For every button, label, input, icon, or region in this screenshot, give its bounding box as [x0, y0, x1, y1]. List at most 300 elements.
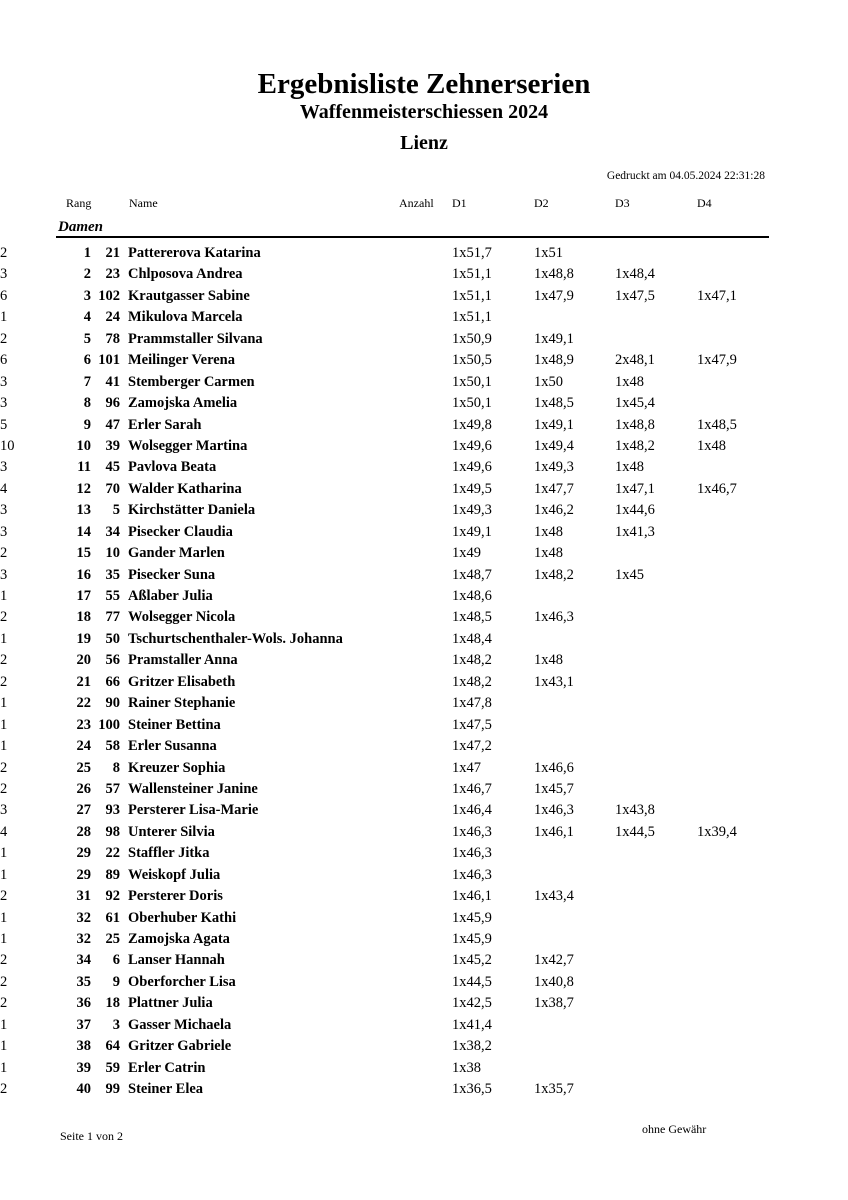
- cell-nr: 5: [112, 502, 120, 519]
- cell-d2: 1x46,6: [534, 759, 574, 776]
- cell-nr: 96: [105, 395, 120, 412]
- cell-anzahl: 3: [0, 802, 8, 819]
- cell-d3: 1x48,4: [615, 266, 655, 283]
- cell-d1: 1x49,3: [452, 502, 492, 519]
- cell-d1: 1x51,1: [452, 309, 492, 326]
- cell-anzahl: 2: [0, 673, 8, 690]
- table-row: [0, 972, 848, 993]
- cell-nr: 102: [98, 287, 120, 304]
- cell-rang: 1: [83, 245, 91, 261]
- cell-d1: 1x45,9: [452, 931, 492, 947]
- cell-nr: 50: [105, 630, 120, 647]
- cell-name: Pisecker Suna: [128, 566, 216, 583]
- cell-anzahl: 1: [0, 866, 8, 883]
- cell-d1: 1x48,2: [452, 673, 492, 690]
- cell-rang: 19: [76, 630, 91, 647]
- table-row: [0, 650, 848, 671]
- cell-name: Zamojska Amelia: [128, 395, 238, 412]
- cell-rang: 23: [76, 716, 91, 733]
- cell-rang: 6: [83, 352, 91, 369]
- cell-d1: 1x47,8: [452, 695, 492, 712]
- cell-rang: 17: [76, 588, 91, 604]
- cell-name: Zamojska Agata: [128, 931, 230, 947]
- table-row: [0, 1015, 848, 1036]
- cell-nr: 100: [98, 716, 120, 733]
- cell-d1: 1x50,5: [452, 352, 492, 369]
- table-row: [0, 693, 848, 714]
- cell-d1: 1x47,5: [452, 716, 492, 733]
- cell-rang: 9: [83, 416, 91, 433]
- cell-d2: 1x47,7: [534, 480, 574, 497]
- cell-nr: 98: [105, 823, 120, 840]
- column-header-d2: D2: [534, 196, 549, 210]
- section-divider: [56, 236, 769, 238]
- cell-rang: 28: [76, 823, 91, 840]
- cell-nr: 78: [105, 330, 120, 347]
- cell-d1: 1x48,5: [452, 609, 492, 626]
- cell-nr: 61: [105, 909, 120, 926]
- cell-name: Kirchstätter Daniela: [128, 502, 256, 519]
- cell-anzahl: 3: [0, 523, 8, 540]
- table-row: [0, 543, 848, 564]
- cell-d2: 1x50: [534, 373, 563, 390]
- cell-d2: 1x49,1: [534, 330, 574, 347]
- cell-name: Persterer Lisa-Marie: [128, 802, 259, 819]
- table-row: [0, 1036, 848, 1057]
- cell-name: Wallensteiner Janine: [128, 780, 258, 797]
- table-row: [0, 736, 848, 757]
- table-row: [0, 779, 848, 800]
- cell-name: Gasser Michaela: [128, 1016, 232, 1033]
- table-row: [0, 929, 848, 950]
- cell-name: Gritzer Elisabeth: [128, 673, 236, 690]
- cell-anzahl: 2: [0, 545, 8, 562]
- cell-d2: 1x48,8: [534, 266, 574, 283]
- cell-rang: 36: [76, 995, 91, 1012]
- cell-nr: 55: [105, 588, 120, 604]
- table-row: [0, 500, 848, 521]
- table-row: [0, 800, 848, 821]
- cell-rang: 29: [76, 845, 91, 862]
- cell-anzahl: 6: [0, 287, 8, 304]
- cell-rang: 3: [83, 287, 91, 304]
- cell-nr: 90: [105, 695, 120, 712]
- cell-rang: 35: [76, 973, 91, 990]
- cell-d1: 1x50,1: [452, 395, 492, 412]
- cell-d2: 1x49,4: [534, 437, 574, 454]
- cell-name: Staffler Jitka: [128, 845, 210, 862]
- cell-name: Gritzer Gabriele: [128, 1038, 232, 1055]
- cell-name: Steiner Elea: [128, 1081, 204, 1098]
- cell-d1: 1x44,5: [452, 973, 492, 990]
- cell-anzahl: 1: [0, 309, 8, 326]
- cell-rang: 5: [83, 330, 91, 347]
- cell-nr: 93: [105, 802, 120, 819]
- cell-d3: 1x47,1: [615, 480, 655, 497]
- cell-rang: 11: [77, 459, 91, 476]
- cell-nr: 8: [112, 759, 120, 776]
- document-title: Ergebnisliste Zehnerserien: [257, 68, 591, 100]
- cell-name: Aßlaber Julia: [128, 588, 213, 604]
- table-row: [0, 843, 848, 864]
- cell-anzahl: 1: [0, 845, 8, 862]
- cell-d1: 1x46,3: [452, 823, 492, 840]
- cell-name: Lanser Hannah: [128, 952, 225, 969]
- cell-rang: 29: [76, 866, 91, 883]
- cell-rang: 32: [76, 931, 91, 947]
- cell-anzahl: 3: [0, 373, 8, 390]
- page-number: Seite 1 von 2: [60, 1129, 123, 1143]
- cell-name: Pattererova Katarina: [128, 245, 261, 261]
- cell-d4: 1x48: [697, 437, 726, 454]
- cell-d1: 1x49: [452, 545, 481, 562]
- cell-name: Weiskopf Julia: [128, 866, 221, 883]
- cell-anzahl: 2: [0, 952, 8, 969]
- cell-d1: 1x51,7: [452, 245, 492, 261]
- cell-nr: 45: [105, 459, 120, 476]
- cell-anzahl: 3: [0, 502, 8, 519]
- cell-d3: 1x48,2: [615, 437, 655, 454]
- cell-d1: 1x46,7: [452, 780, 492, 797]
- cell-d4: 1x48,5: [697, 416, 737, 433]
- cell-name: Oberforcher Lisa: [128, 973, 236, 990]
- table-row: [0, 886, 848, 907]
- column-header-d4: D4: [697, 196, 712, 210]
- cell-anzahl: 2: [0, 780, 8, 797]
- cell-d1: 1x50,9: [452, 330, 492, 347]
- cell-anzahl: 1: [0, 909, 8, 926]
- table-row: [0, 329, 848, 350]
- cell-name: Stemberger Carmen: [128, 373, 255, 390]
- cell-anzahl: 1: [0, 716, 8, 733]
- cell-anzahl: 3: [0, 459, 8, 476]
- cell-name: Pramstaller Anna: [128, 652, 238, 669]
- cell-nr: 66: [105, 673, 120, 690]
- cell-anzahl: 1: [0, 630, 8, 647]
- cell-anzahl: 1: [0, 1016, 8, 1033]
- cell-rang: 32: [76, 909, 91, 926]
- cell-name: Wolsegger Nicola: [128, 609, 236, 626]
- cell-name: Unterer Silvia: [128, 823, 215, 840]
- cell-nr: 9: [112, 973, 120, 990]
- cell-rang: 13: [76, 502, 91, 519]
- cell-d1: 1x48,7: [452, 566, 492, 583]
- cell-name: Krautgasser Sabine: [128, 287, 250, 304]
- cell-name: Erler Catrin: [128, 1059, 206, 1076]
- cell-d1: 1x50,1: [452, 373, 492, 390]
- cell-d1: 1x36,5: [452, 1081, 492, 1098]
- cell-anzahl: 4: [0, 823, 8, 840]
- cell-rang: 22: [76, 695, 91, 712]
- cell-name: Tschurtschenthaler-Wols. Johanna: [128, 630, 343, 647]
- cell-name: Rainer Stephanie: [128, 695, 236, 712]
- cell-d2: 1x46,2: [534, 502, 574, 519]
- cell-rang: 12: [76, 480, 91, 497]
- cell-name: Chlposova Andrea: [128, 266, 243, 283]
- cell-d2: 1x43,4: [534, 888, 574, 905]
- cell-d3: 1x45,4: [615, 395, 655, 412]
- cell-d2: 1x46,1: [534, 823, 574, 840]
- cell-name: Erler Sarah: [128, 416, 202, 433]
- cell-name: Erler Susanna: [128, 738, 217, 755]
- cell-d1: 1x47,2: [452, 738, 492, 755]
- cell-d2: 1x48,2: [534, 566, 574, 583]
- cell-d1: 1x38,2: [452, 1038, 492, 1055]
- cell-rang: 14: [76, 523, 91, 540]
- cell-anzahl: 1: [0, 1059, 8, 1076]
- cell-d1: 1x49,5: [452, 480, 492, 497]
- cell-name: Persterer Doris: [128, 888, 223, 905]
- cell-rang: 38: [76, 1038, 91, 1055]
- cell-nr: 22: [105, 845, 120, 862]
- cell-anzahl: 3: [0, 566, 8, 583]
- cell-d1: 1x47: [452, 759, 481, 776]
- cell-d3: 1x44,6: [615, 502, 655, 519]
- cell-d2: 1x45,7: [534, 780, 574, 797]
- cell-d2: 1x40,8: [534, 973, 574, 990]
- cell-name: Meilinger Verena: [128, 352, 235, 369]
- cell-d2: 1x49,1: [534, 416, 574, 433]
- cell-rang: 27: [76, 802, 91, 819]
- column-header-anzahl: Anzahl: [399, 196, 434, 210]
- cell-rang: 34: [76, 952, 91, 969]
- table-row: [0, 629, 848, 650]
- cell-d1: 1x45,9: [452, 909, 492, 926]
- cell-nr: 21: [105, 245, 120, 261]
- cell-anzahl: 2: [0, 973, 8, 990]
- table-row: [0, 672, 848, 693]
- printed-timestamp: Gedruckt am 04.05.2024 22:31:28: [606, 170, 765, 182]
- table-row: [0, 908, 848, 929]
- cell-d3: 2x48,1: [615, 352, 655, 369]
- table-row: [0, 393, 848, 414]
- cell-name: Kreuzer Sophia: [128, 759, 226, 776]
- column-header-rang: Rang: [66, 196, 92, 210]
- cell-d2: 1x35,7: [534, 1081, 574, 1098]
- cell-anzahl: 2: [0, 995, 8, 1012]
- cell-name: Plattner Julia: [128, 995, 213, 1012]
- table-row: [0, 264, 848, 285]
- cell-anzahl: 2: [0, 652, 8, 669]
- cell-d1: 1x46,4: [452, 802, 492, 819]
- column-header-d3: D3: [615, 196, 630, 210]
- table-row: [0, 607, 848, 628]
- cell-d1: 1x42,5: [452, 995, 492, 1012]
- table-row: [0, 457, 848, 478]
- column-header-name: Name: [129, 196, 158, 210]
- cell-nr: 41: [105, 373, 120, 390]
- cell-anzahl: 2: [0, 609, 8, 626]
- column-header-d1: D1: [452, 196, 467, 210]
- document-location: Lienz: [400, 132, 448, 154]
- cell-nr: 56: [105, 652, 120, 669]
- cell-rang: 15: [76, 545, 91, 562]
- cell-name: Mikulova Marcela: [128, 309, 243, 326]
- cell-d2: 1x48: [534, 523, 563, 540]
- table-row: [0, 522, 848, 543]
- table-row: [0, 372, 848, 393]
- table-row: [0, 415, 848, 436]
- cell-nr: 10: [105, 545, 120, 562]
- cell-d3: 1x44,5: [615, 823, 655, 840]
- table-row: [0, 758, 848, 779]
- cell-nr: 101: [98, 352, 120, 369]
- table-row: [0, 307, 848, 328]
- cell-d4: 1x39,4: [697, 823, 737, 840]
- cell-d1: 1x48,2: [452, 652, 492, 669]
- cell-d3: 1x48,8: [615, 416, 655, 433]
- cell-nr: 99: [105, 1081, 120, 1098]
- cell-d4: 1x46,7: [697, 480, 737, 497]
- cell-nr: 57: [105, 780, 120, 797]
- cell-d1: 1x49,1: [452, 523, 492, 540]
- cell-nr: 6: [112, 952, 120, 969]
- cell-rang: 2: [83, 266, 91, 283]
- table-row: [0, 479, 848, 500]
- cell-rang: 39: [76, 1059, 91, 1076]
- cell-d3: 1x48: [615, 373, 644, 390]
- cell-d2: 1x43,1: [534, 673, 574, 690]
- cell-nr: 23: [105, 266, 120, 283]
- cell-nr: 25: [105, 931, 120, 947]
- table-row: [0, 586, 848, 607]
- cell-d2: 1x42,7: [534, 952, 574, 969]
- document-subtitle: Waffenmeisterschiessen 2024: [299, 101, 549, 123]
- table-row: [0, 715, 848, 736]
- cell-nr: 77: [105, 609, 120, 626]
- cell-d3: 1x41,3: [615, 523, 655, 540]
- cell-d3: 1x43,8: [615, 802, 655, 819]
- table-row: [0, 1079, 848, 1100]
- cell-anzahl: 2: [0, 245, 8, 261]
- cell-nr: 70: [105, 480, 120, 497]
- cell-d2: 1x47,9: [534, 287, 574, 304]
- cell-nr: 92: [105, 888, 120, 905]
- table-row: [0, 1058, 848, 1079]
- table-row: [0, 286, 848, 307]
- cell-rang: 24: [76, 738, 91, 755]
- cell-nr: 24: [105, 309, 120, 326]
- cell-d1: 1x41,4: [452, 1016, 492, 1033]
- disclaimer: ohne Gewähr: [642, 1122, 707, 1136]
- cell-rang: 4: [83, 309, 91, 326]
- cell-anzahl: 6: [0, 352, 8, 369]
- cell-name: Prammstaller Silvana: [128, 330, 263, 347]
- cell-rang: 25: [76, 759, 91, 776]
- cell-anzahl: 2: [0, 759, 8, 776]
- cell-d1: 1x48,4: [452, 630, 492, 647]
- cell-d3: 1x47,5: [615, 287, 655, 304]
- cell-anzahl: 2: [0, 330, 8, 347]
- cell-rang: 26: [76, 780, 91, 797]
- cell-anzahl: 10: [0, 437, 15, 454]
- cell-anzahl: 2: [0, 1081, 8, 1098]
- cell-d1: 1x49,6: [452, 459, 492, 476]
- cell-nr: 39: [105, 437, 120, 454]
- cell-d2: 1x38,7: [534, 995, 574, 1012]
- cell-d1: 1x49,6: [452, 437, 492, 454]
- cell-d2: 1x48: [534, 545, 563, 562]
- table-row: [0, 993, 848, 1014]
- cell-d1: 1x46,3: [452, 845, 492, 862]
- cell-anzahl: 3: [0, 266, 8, 283]
- cell-rang: 37: [76, 1016, 91, 1033]
- cell-name: Wolsegger Martina: [128, 437, 248, 454]
- cell-anzahl: 1: [0, 1038, 8, 1055]
- cell-anzahl: 1: [0, 588, 8, 604]
- cell-name: Pavlova Beata: [128, 459, 217, 476]
- cell-nr: 47: [105, 416, 120, 433]
- cell-name: Pisecker Claudia: [128, 523, 233, 540]
- cell-rang: 16: [76, 566, 91, 583]
- cell-d1: 1x48,6: [452, 588, 492, 604]
- cell-d2: 1x49,3: [534, 459, 574, 476]
- cell-nr: 58: [105, 738, 120, 755]
- table-row: [0, 822, 848, 843]
- cell-anzahl: 1: [0, 695, 8, 712]
- cell-d2: 1x48,9: [534, 352, 574, 369]
- cell-nr: 3: [112, 1016, 120, 1033]
- cell-d4: 1x47,1: [697, 287, 737, 304]
- table-row: [0, 350, 848, 371]
- cell-anzahl: 2: [0, 888, 8, 905]
- cell-d2: 1x48,5: [534, 395, 574, 412]
- cell-rang: 10: [76, 437, 91, 454]
- cell-rang: 8: [83, 395, 91, 412]
- cell-nr: 64: [105, 1038, 120, 1055]
- cell-nr: 18: [105, 995, 120, 1012]
- cell-d1: 1x46,1: [452, 888, 492, 905]
- cell-d3: 1x48: [615, 459, 644, 476]
- cell-d1: 1x38: [452, 1059, 481, 1076]
- cell-d1: 1x51,1: [452, 266, 492, 283]
- cell-d2: 1x46,3: [534, 802, 574, 819]
- cell-anzahl: 4: [0, 480, 8, 497]
- cell-d1: 1x46,3: [452, 866, 492, 883]
- section-heading: Damen: [58, 219, 103, 235]
- table-row: [0, 436, 848, 457]
- cell-anzahl: 3: [0, 395, 8, 412]
- cell-d1: 1x51,1: [452, 287, 492, 304]
- cell-d3: 1x45: [615, 566, 644, 583]
- cell-nr: 34: [105, 523, 120, 540]
- cell-anzahl: 5: [0, 416, 8, 433]
- cell-anzahl: 1: [0, 931, 8, 947]
- cell-d2: 1x48: [534, 652, 563, 669]
- cell-rang: 20: [76, 652, 91, 669]
- cell-rang: 18: [76, 609, 91, 626]
- cell-d1: 1x45,2: [452, 952, 492, 969]
- cell-name: Steiner Bettina: [128, 716, 221, 733]
- cell-d1: 1x49,8: [452, 416, 492, 433]
- table-row: [0, 950, 848, 971]
- results-table: [0, 243, 848, 1101]
- table-row: [0, 243, 848, 264]
- table-row: [0, 565, 848, 586]
- cell-anzahl: 1: [0, 738, 8, 755]
- cell-name: Gander Marlen: [128, 545, 225, 562]
- table-row: [0, 865, 848, 886]
- cell-nr: 59: [105, 1059, 120, 1076]
- cell-rang: 21: [76, 673, 91, 690]
- cell-name: Walder Katharina: [128, 480, 242, 497]
- cell-d2: 1x46,3: [534, 609, 574, 626]
- cell-d4: 1x47,9: [697, 352, 737, 369]
- cell-nr: 35: [105, 566, 120, 583]
- cell-d2: 1x51: [534, 245, 563, 261]
- cell-rang: 7: [83, 373, 91, 390]
- cell-rang: 31: [76, 888, 91, 905]
